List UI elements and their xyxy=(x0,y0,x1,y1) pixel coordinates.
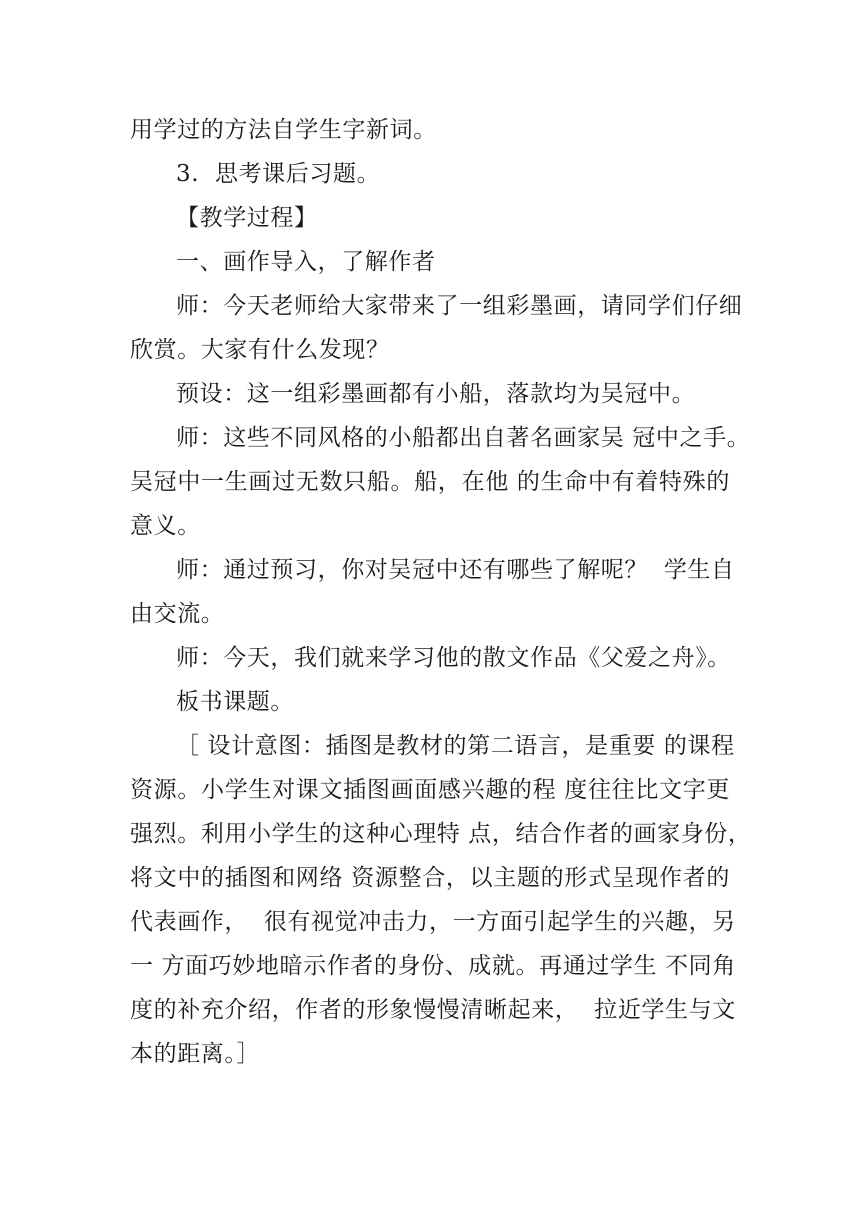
text-line: 吴冠中一生画过无数只船。船，在他 的生命中有着特殊的 xyxy=(130,469,730,495)
text-line: 强烈。利用小学生的这种心理特 点，结合作者的画家身份， xyxy=(130,821,752,847)
text-line: 本的距离。］ xyxy=(130,1041,261,1067)
text-line: 师：通过预习，你对吴冠中还有哪些了解呢？ 学生自 xyxy=(176,557,735,583)
text-line: 一、画作导入，了解作者 xyxy=(176,249,436,275)
text-line: ［ 设计意图：插图是教材的第二语言，是重要 的课程 xyxy=(176,733,735,759)
text-line: 板书课题。 xyxy=(176,689,294,715)
text-line: 意义。 xyxy=(130,513,201,539)
document-body xyxy=(130,108,752,1076)
text-line: 由交流。 xyxy=(130,601,225,627)
text-line: 度的补充介绍，作者的形象慢慢清晰起来， 拉近学生与文 xyxy=(130,997,736,1023)
text-line: 师：今天，我们就来学习他的散文作品《父爱之舟》。 xyxy=(176,645,731,671)
text-line: 师：这些不同风格的小船都出自著名画家吴 冠中之手。 xyxy=(176,425,751,451)
text-line: 欣赏。大家有什么发现？ xyxy=(130,337,390,363)
text-line: 将文中的插图和网络 资源整合，以主题的形式呈现作者的 xyxy=(130,865,730,891)
text-line: 预设：这一组彩墨画都有小船，落款均为吴冠中。 xyxy=(176,381,696,407)
text-line: 资源。小学生对课文插图画面感兴趣的程 度往往比文字更 xyxy=(130,777,730,803)
text-line: 代表画作， 很有视觉冲击力，一方面引起学生的兴趣，另 xyxy=(130,909,736,935)
text-line: 一 方面巧妙地暗示作者的身份、成就。再通过学生 不同角 xyxy=(130,953,736,979)
text-line: 【教学过程】 xyxy=(176,205,318,231)
text-line: 3. 思考课后习题。 xyxy=(176,161,381,187)
text-line: 用学过的方法自学生字新词。 xyxy=(130,117,437,143)
text-line: 师：今天老师给大家带来了一组彩墨画，请同学们仔细 xyxy=(176,293,743,319)
